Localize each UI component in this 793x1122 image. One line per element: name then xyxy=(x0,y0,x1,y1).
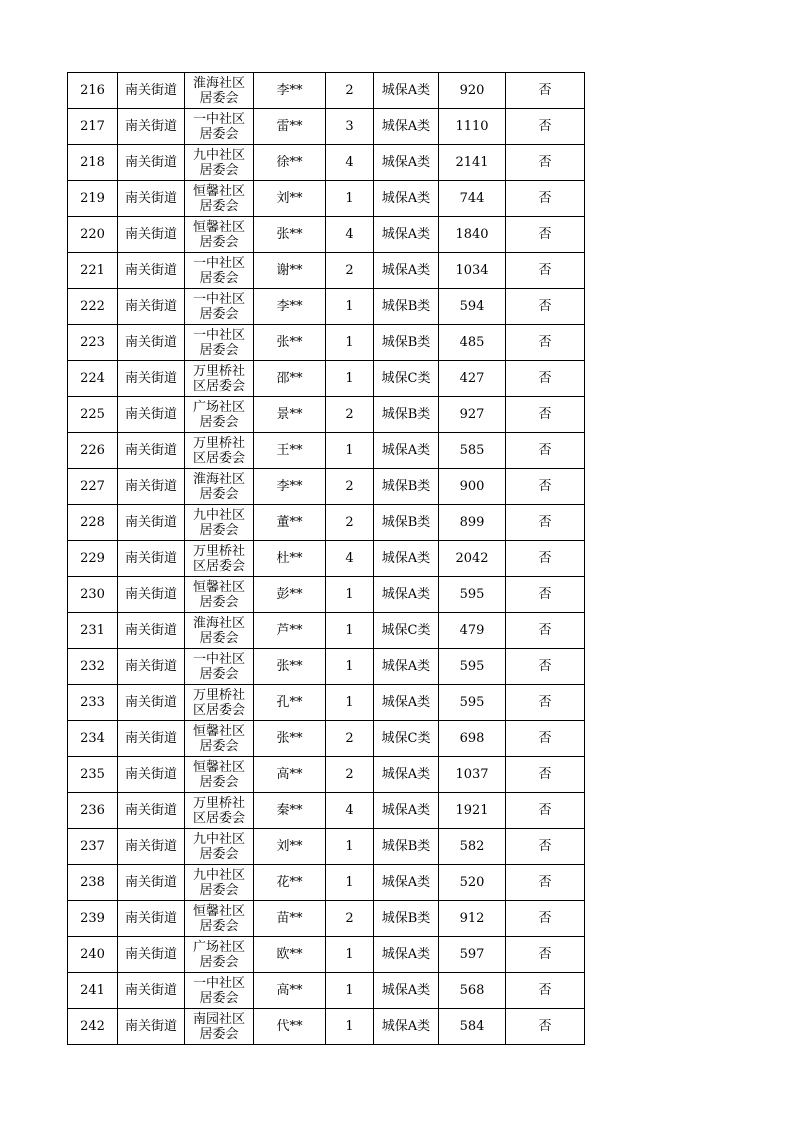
cell-flag: 否 xyxy=(506,541,585,577)
cell-person-name: 苗** xyxy=(254,901,326,937)
community-name-text: 一中社区居委会 xyxy=(192,255,245,286)
cell-person-name: 孔** xyxy=(254,685,326,721)
cell-amount: 585 xyxy=(439,433,506,469)
cell-insurance-category: 城保A类 xyxy=(374,649,439,685)
cell-street: 南关街道 xyxy=(118,325,185,361)
cell-household-count: 1 xyxy=(326,829,374,865)
cell-insurance-category: 城保B类 xyxy=(374,469,439,505)
community-name-text: 淮海社区居委会 xyxy=(192,75,245,106)
cell-street: 南关街道 xyxy=(118,721,185,757)
cell-flag: 否 xyxy=(506,145,585,181)
cell-person-name: 张** xyxy=(254,721,326,757)
cell-community xyxy=(185,577,254,613)
table-row xyxy=(68,793,585,829)
cell-amount: 899 xyxy=(439,505,506,541)
cell-amount: 2141 xyxy=(439,145,506,181)
cell-community xyxy=(185,613,254,649)
cell-household-count: 1 xyxy=(326,577,374,613)
cell-street: 南关街道 xyxy=(118,649,185,685)
cell-person-name: 李** xyxy=(254,469,326,505)
cell-amount: 568 xyxy=(439,973,506,1009)
cell-serial-number: 222 xyxy=(68,289,118,325)
cell-community xyxy=(185,757,254,793)
table-row xyxy=(68,361,585,397)
cell-insurance-category: 城保A类 xyxy=(374,433,439,469)
cell-street: 南关街道 xyxy=(118,109,185,145)
cell-person-name: 芦** xyxy=(254,613,326,649)
table-row xyxy=(68,109,585,145)
table-row xyxy=(68,325,585,361)
cell-community xyxy=(185,901,254,937)
cell-amount: 582 xyxy=(439,829,506,865)
cell-community xyxy=(185,397,254,433)
cell-insurance-category: 城保A类 xyxy=(374,541,439,577)
cell-serial-number: 235 xyxy=(68,757,118,793)
cell-serial-number: 220 xyxy=(68,217,118,253)
table-row xyxy=(68,181,585,217)
cell-street: 南关街道 xyxy=(118,73,185,109)
cell-amount: 1840 xyxy=(439,217,506,253)
community-name-text: 广场社区居委会 xyxy=(192,939,245,970)
community-name-text: 一中社区居委会 xyxy=(192,651,245,682)
cell-community xyxy=(185,253,254,289)
table-row xyxy=(68,649,585,685)
community-name-text: 九中社区居委会 xyxy=(192,867,245,898)
cell-insurance-category: 城保A类 xyxy=(374,145,439,181)
cell-serial-number: 217 xyxy=(68,109,118,145)
cell-street: 南关街道 xyxy=(118,253,185,289)
cell-household-count: 1 xyxy=(326,433,374,469)
cell-flag: 否 xyxy=(506,361,585,397)
cell-insurance-category: 城保B类 xyxy=(374,829,439,865)
cell-serial-number: 241 xyxy=(68,973,118,1009)
cell-household-count: 1 xyxy=(326,973,374,1009)
cell-street: 南关街道 xyxy=(118,973,185,1009)
community-name-text: 九中社区居委会 xyxy=(192,507,245,538)
cell-person-name: 李** xyxy=(254,73,326,109)
cell-flag: 否 xyxy=(506,901,585,937)
roster-table xyxy=(67,72,585,1045)
cell-amount: 912 xyxy=(439,901,506,937)
cell-flag: 否 xyxy=(506,397,585,433)
cell-street: 南关街道 xyxy=(118,361,185,397)
cell-street: 南关街道 xyxy=(118,937,185,973)
community-name-text: 九中社区居委会 xyxy=(192,147,245,178)
cell-amount: 920 xyxy=(439,73,506,109)
cell-insurance-category: 城保A类 xyxy=(374,217,439,253)
community-name-text: 恒馨社区居委会 xyxy=(192,903,245,934)
cell-flag: 否 xyxy=(506,757,585,793)
community-name-text: 万里桥社区居委会 xyxy=(192,435,245,466)
cell-insurance-category: 城保A类 xyxy=(374,109,439,145)
table-row xyxy=(68,289,585,325)
cell-insurance-category: 城保B类 xyxy=(374,397,439,433)
cell-person-name: 彭** xyxy=(254,577,326,613)
cell-serial-number: 242 xyxy=(68,1009,118,1045)
cell-street: 南关街道 xyxy=(118,901,185,937)
table-row xyxy=(68,829,585,865)
cell-insurance-category: 城保A类 xyxy=(374,1009,439,1045)
community-name-text: 恒馨社区居委会 xyxy=(192,759,245,790)
cell-street: 南关街道 xyxy=(118,757,185,793)
cell-insurance-category: 城保B类 xyxy=(374,505,439,541)
cell-person-name: 高** xyxy=(254,757,326,793)
cell-household-count: 1 xyxy=(326,361,374,397)
cell-household-count: 2 xyxy=(326,721,374,757)
cell-street: 南关街道 xyxy=(118,505,185,541)
cell-amount: 427 xyxy=(439,361,506,397)
cell-serial-number: 240 xyxy=(68,937,118,973)
community-name-text: 一中社区居委会 xyxy=(192,975,245,1006)
cell-serial-number: 225 xyxy=(68,397,118,433)
cell-amount: 2042 xyxy=(439,541,506,577)
cell-community xyxy=(185,109,254,145)
cell-community xyxy=(185,937,254,973)
cell-amount: 1921 xyxy=(439,793,506,829)
table-row xyxy=(68,1009,585,1045)
cell-community xyxy=(185,469,254,505)
cell-person-name: 花** xyxy=(254,865,326,901)
cell-insurance-category: 城保A类 xyxy=(374,937,439,973)
community-name-text: 万里桥社区居委会 xyxy=(192,795,245,826)
cell-insurance-category: 城保C类 xyxy=(374,361,439,397)
cell-insurance-category: 城保B类 xyxy=(374,289,439,325)
cell-insurance-category: 城保B类 xyxy=(374,325,439,361)
cell-flag: 否 xyxy=(506,109,585,145)
community-name-text: 恒馨社区居委会 xyxy=(192,183,245,214)
cell-person-name: 刘** xyxy=(254,181,326,217)
cell-community xyxy=(185,865,254,901)
cell-street: 南关街道 xyxy=(118,541,185,577)
cell-serial-number: 232 xyxy=(68,649,118,685)
cell-amount: 595 xyxy=(439,685,506,721)
cell-flag: 否 xyxy=(506,577,585,613)
cell-serial-number: 227 xyxy=(68,469,118,505)
cell-flag: 否 xyxy=(506,73,585,109)
cell-household-count: 1 xyxy=(326,685,374,721)
cell-street: 南关街道 xyxy=(118,1009,185,1045)
community-name-text: 淮海社区居委会 xyxy=(192,615,245,646)
cell-person-name: 邵** xyxy=(254,361,326,397)
cell-street: 南关街道 xyxy=(118,289,185,325)
table-row xyxy=(68,685,585,721)
cell-household-count: 1 xyxy=(326,649,374,685)
cell-street: 南关街道 xyxy=(118,217,185,253)
cell-insurance-category: 城保C类 xyxy=(374,613,439,649)
cell-person-name: 徐** xyxy=(254,145,326,181)
cell-amount: 597 xyxy=(439,937,506,973)
cell-serial-number: 221 xyxy=(68,253,118,289)
cell-community xyxy=(185,433,254,469)
cell-flag: 否 xyxy=(506,865,585,901)
table-row xyxy=(68,757,585,793)
cell-serial-number: 216 xyxy=(68,73,118,109)
cell-community xyxy=(185,73,254,109)
cell-serial-number: 236 xyxy=(68,793,118,829)
cell-serial-number: 237 xyxy=(68,829,118,865)
table-row xyxy=(68,145,585,181)
table-row xyxy=(68,433,585,469)
cell-person-name: 景** xyxy=(254,397,326,433)
cell-household-count: 4 xyxy=(326,541,374,577)
cell-street: 南关街道 xyxy=(118,829,185,865)
cell-serial-number: 219 xyxy=(68,181,118,217)
cell-serial-number: 239 xyxy=(68,901,118,937)
cell-person-name: 代** xyxy=(254,1009,326,1045)
cell-person-name: 王** xyxy=(254,433,326,469)
cell-street: 南关街道 xyxy=(118,181,185,217)
community-name-text: 万里桥社区居委会 xyxy=(192,363,245,394)
cell-household-count: 2 xyxy=(326,469,374,505)
cell-serial-number: 224 xyxy=(68,361,118,397)
cell-flag: 否 xyxy=(506,721,585,757)
cell-person-name: 张** xyxy=(254,325,326,361)
community-name-text: 万里桥社区居委会 xyxy=(192,687,245,718)
cell-insurance-category: 城保A类 xyxy=(374,865,439,901)
cell-household-count: 1 xyxy=(326,1009,374,1045)
cell-community xyxy=(185,325,254,361)
table-row xyxy=(68,253,585,289)
cell-household-count: 1 xyxy=(326,181,374,217)
cell-flag: 否 xyxy=(506,181,585,217)
cell-community xyxy=(185,361,254,397)
cell-serial-number: 238 xyxy=(68,865,118,901)
cell-household-count: 1 xyxy=(326,865,374,901)
cell-insurance-category: 城保A类 xyxy=(374,181,439,217)
cell-amount: 1034 xyxy=(439,253,506,289)
cell-amount: 520 xyxy=(439,865,506,901)
cell-household-count: 4 xyxy=(326,793,374,829)
table-row xyxy=(68,217,585,253)
cell-amount: 595 xyxy=(439,649,506,685)
cell-serial-number: 229 xyxy=(68,541,118,577)
cell-community xyxy=(185,649,254,685)
cell-flag: 否 xyxy=(506,613,585,649)
cell-amount: 485 xyxy=(439,325,506,361)
cell-flag: 否 xyxy=(506,217,585,253)
cell-person-name: 欧** xyxy=(254,937,326,973)
table-row xyxy=(68,973,585,1009)
cell-person-name: 董** xyxy=(254,505,326,541)
table-row xyxy=(68,541,585,577)
cell-serial-number: 230 xyxy=(68,577,118,613)
cell-community xyxy=(185,685,254,721)
cell-person-name: 雷** xyxy=(254,109,326,145)
cell-amount: 744 xyxy=(439,181,506,217)
cell-amount: 479 xyxy=(439,613,506,649)
cell-flag: 否 xyxy=(506,973,585,1009)
community-name-text: 万里桥社区居委会 xyxy=(192,543,245,574)
table-row xyxy=(68,721,585,757)
community-name-text: 恒馨社区居委会 xyxy=(192,723,245,754)
cell-flag: 否 xyxy=(506,937,585,973)
community-name-text: 一中社区居委会 xyxy=(192,111,245,142)
cell-community xyxy=(185,793,254,829)
cell-flag: 否 xyxy=(506,1009,585,1045)
cell-amount: 1037 xyxy=(439,757,506,793)
cell-household-count: 2 xyxy=(326,757,374,793)
cell-flag: 否 xyxy=(506,469,585,505)
table-row xyxy=(68,397,585,433)
cell-flag: 否 xyxy=(506,685,585,721)
cell-flag: 否 xyxy=(506,649,585,685)
cell-household-count: 2 xyxy=(326,253,374,289)
table-row xyxy=(68,73,585,109)
cell-community xyxy=(185,181,254,217)
cell-household-count: 1 xyxy=(326,289,374,325)
cell-flag: 否 xyxy=(506,289,585,325)
cell-insurance-category: 城保A类 xyxy=(374,685,439,721)
cell-community xyxy=(185,721,254,757)
cell-amount: 1110 xyxy=(439,109,506,145)
community-name-text: 南园社区居委会 xyxy=(192,1011,245,1042)
cell-household-count: 2 xyxy=(326,73,374,109)
cell-person-name: 杜** xyxy=(254,541,326,577)
cell-person-name: 张** xyxy=(254,217,326,253)
community-name-text: 一中社区居委会 xyxy=(192,327,245,358)
cell-community xyxy=(185,973,254,1009)
cell-insurance-category: 城保A类 xyxy=(374,253,439,289)
cell-serial-number: 233 xyxy=(68,685,118,721)
cell-serial-number: 218 xyxy=(68,145,118,181)
cell-amount: 584 xyxy=(439,1009,506,1045)
cell-flag: 否 xyxy=(506,253,585,289)
cell-community xyxy=(185,541,254,577)
cell-street: 南关街道 xyxy=(118,577,185,613)
cell-household-count: 4 xyxy=(326,217,374,253)
cell-household-count: 2 xyxy=(326,505,374,541)
cell-serial-number: 234 xyxy=(68,721,118,757)
cell-insurance-category: 城保A类 xyxy=(374,757,439,793)
table-row xyxy=(68,613,585,649)
cell-community xyxy=(185,217,254,253)
cell-community xyxy=(185,1009,254,1045)
cell-serial-number: 226 xyxy=(68,433,118,469)
community-name-text: 广场社区居委会 xyxy=(192,399,245,430)
cell-person-name: 谢** xyxy=(254,253,326,289)
cell-flag: 否 xyxy=(506,325,585,361)
cell-insurance-category: 城保A类 xyxy=(374,577,439,613)
cell-community xyxy=(185,829,254,865)
table-row xyxy=(68,901,585,937)
community-name-text: 恒馨社区居委会 xyxy=(192,579,245,610)
community-name-text: 恒馨社区居委会 xyxy=(192,219,245,250)
cell-amount: 900 xyxy=(439,469,506,505)
community-name-text: 一中社区居委会 xyxy=(192,291,245,322)
table-row xyxy=(68,937,585,973)
cell-household-count: 1 xyxy=(326,325,374,361)
cell-street: 南关街道 xyxy=(118,397,185,433)
cell-person-name: 李** xyxy=(254,289,326,325)
cell-insurance-category: 城保A类 xyxy=(374,973,439,1009)
cell-community xyxy=(185,505,254,541)
community-name-text: 淮海社区居委会 xyxy=(192,471,245,502)
cell-insurance-category: 城保A类 xyxy=(374,793,439,829)
table-row xyxy=(68,577,585,613)
cell-household-count: 1 xyxy=(326,937,374,973)
cell-amount: 595 xyxy=(439,577,506,613)
cell-street: 南关街道 xyxy=(118,469,185,505)
cell-household-count: 3 xyxy=(326,109,374,145)
cell-flag: 否 xyxy=(506,793,585,829)
cell-household-count: 4 xyxy=(326,145,374,181)
cell-amount: 594 xyxy=(439,289,506,325)
cell-serial-number: 228 xyxy=(68,505,118,541)
cell-street: 南关街道 xyxy=(118,145,185,181)
cell-serial-number: 223 xyxy=(68,325,118,361)
cell-flag: 否 xyxy=(506,505,585,541)
cell-amount: 698 xyxy=(439,721,506,757)
cell-household-count: 2 xyxy=(326,397,374,433)
table-row xyxy=(68,505,585,541)
table-row xyxy=(68,469,585,505)
community-name-text: 九中社区居委会 xyxy=(192,831,245,862)
cell-street: 南关街道 xyxy=(118,865,185,901)
cell-insurance-category: 城保A类 xyxy=(374,73,439,109)
cell-insurance-category: 城保C类 xyxy=(374,721,439,757)
cell-street: 南关街道 xyxy=(118,613,185,649)
cell-insurance-category: 城保B类 xyxy=(374,901,439,937)
cell-community xyxy=(185,289,254,325)
cell-street: 南关街道 xyxy=(118,433,185,469)
cell-person-name: 刘** xyxy=(254,829,326,865)
cell-community xyxy=(185,145,254,181)
cell-flag: 否 xyxy=(506,829,585,865)
cell-serial-number: 231 xyxy=(68,613,118,649)
cell-person-name: 高** xyxy=(254,973,326,1009)
cell-amount: 927 xyxy=(439,397,506,433)
roster-table-body xyxy=(68,73,585,1045)
cell-person-name: 秦** xyxy=(254,793,326,829)
cell-household-count: 2 xyxy=(326,901,374,937)
cell-household-count: 1 xyxy=(326,613,374,649)
cell-street: 南关街道 xyxy=(118,685,185,721)
table-row xyxy=(68,865,585,901)
cell-flag: 否 xyxy=(506,433,585,469)
cell-person-name: 张** xyxy=(254,649,326,685)
cell-street: 南关街道 xyxy=(118,793,185,829)
